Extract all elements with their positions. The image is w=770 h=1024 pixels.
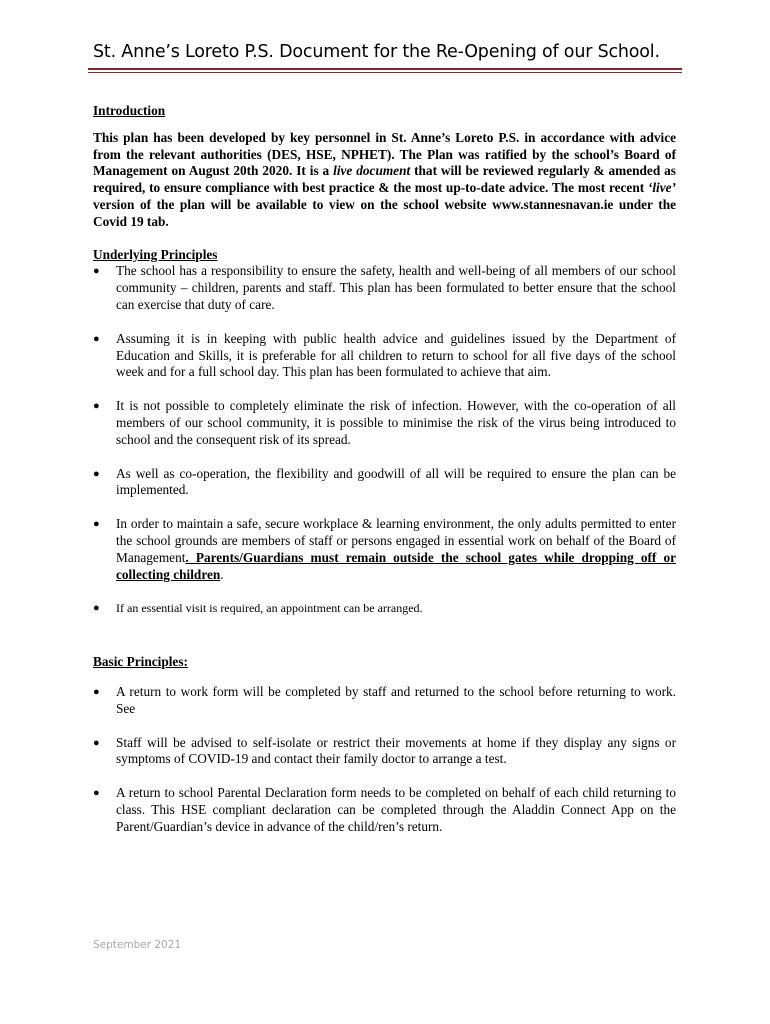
list-item-text: If an essential visit is required, an appointment can be arranged.: [116, 601, 423, 616]
bullet-icon: ●: [93, 467, 100, 480]
list-item: [93, 398, 676, 448]
bullet-icon: ●: [93, 685, 100, 698]
underlying-principles-list: [93, 263, 676, 617]
parents-outside-notice: . Parents/Guardians must remain outside the school gates while dropping off or collecting children: [116, 549, 676, 582]
bullet-icon: ●: [93, 518, 100, 531]
introduction-heading: Introduction: [93, 103, 166, 118]
bullet-icon: ●: [93, 736, 100, 749]
intro-text-3: version of the plan will be available to view on the school website www.stannesnavan.ie under the Covid 19 tab.: [93, 196, 676, 229]
introduction-paragraph: [93, 130, 676, 231]
list-item: [93, 331, 676, 381]
list-item: [93, 263, 676, 313]
bullet-icon: ●: [93, 265, 100, 278]
underlying-principles-heading: Underlying Principles: [93, 246, 218, 262]
bullet-icon: ●: [93, 332, 100, 345]
footer-date: September 2021: [93, 939, 182, 951]
list-item-text: It is not possible to completely eliminate the risk of infection. However, with the co-operation of all members of our school community, it is possible to minimise the risk of the virus being introduced to school and the consequent risk of its spread.: [116, 398, 676, 447]
intro-live-document: live document: [333, 163, 411, 179]
document-header-title: St. Anne’s Loreto P.S. Document for the Re-Opening of our School.: [93, 42, 660, 62]
intro-text-2: that will be reviewed regularly & amended as required, to ensure compliance with best practice & the most up-to-date advice. The most recent: [93, 163, 676, 196]
intro-text-1: This plan has been developed by key personnel in St. Anne’s Loreto P.S. in accordance with advice from the relevant authorities (DES, HSE, NPHET). The Plan was ratified by the school’s Board of Management on August 20th 2020. It is a: [93, 129, 676, 179]
list-item: [93, 466, 676, 500]
list-item: [93, 516, 676, 583]
basic-principles-list: [93, 684, 676, 836]
list-item-text: As well as co-operation, the flexibility and goodwill of all will be required to ensure the plan can be implemented.: [116, 465, 676, 498]
list-item: [93, 735, 676, 769]
bullet-icon: ●: [93, 602, 100, 615]
header-rule-thin: [88, 72, 682, 73]
bullet-icon: ●: [93, 787, 100, 800]
list-item-text: Staff will be advised to self-isolate or restrict their movements at home if they display any signs or symptoms of COVID-19 and contact their family doctor to arrange a test.: [116, 734, 676, 767]
document-body: [93, 103, 676, 836]
list-item-text: A return to school Parental Declaration form needs to be completed on behalf of each child returning to class. This HSE compliant declaration can be completed through the Aladdin Connect App on the Parent/Guardian’s device in advance of the child/ren’s return.: [116, 785, 676, 834]
intro-live-quote: ‘live’: [647, 180, 676, 196]
list-item-text: Assuming it is in keeping with public health advice and guidelines issued by the Department of Education and Skills, it is preferable for all children to return to school for all five days of the school week and for a full school day. This plan has been formulated to achieve that aim.: [116, 330, 676, 380]
list-item: [93, 600, 676, 617]
list-item-text: In order to maintain a safe, secure workplace & learning environment, the only adults permitted to enter the school grounds are members of staff or persons engaged in essential work on behalf of the Board of Management: [116, 516, 676, 565]
list-item: [93, 684, 676, 718]
basic-principles-heading: Basic Principles:: [93, 654, 188, 670]
list-item-text: A return to work form will be completed by staff and returned to the school before returning to work. See: [116, 683, 676, 716]
list-item: [93, 785, 676, 835]
bullet-icon: ●: [93, 400, 100, 413]
header-rule-thick: [88, 68, 682, 70]
list-item-text-end: .: [220, 566, 224, 582]
list-item-text: The school has a responsibility to ensure the safety, health and well-being of all members of our school community – children, parents and staff. This plan has been formulated to better ensure that the school can exercise that duty of care.: [116, 263, 676, 312]
